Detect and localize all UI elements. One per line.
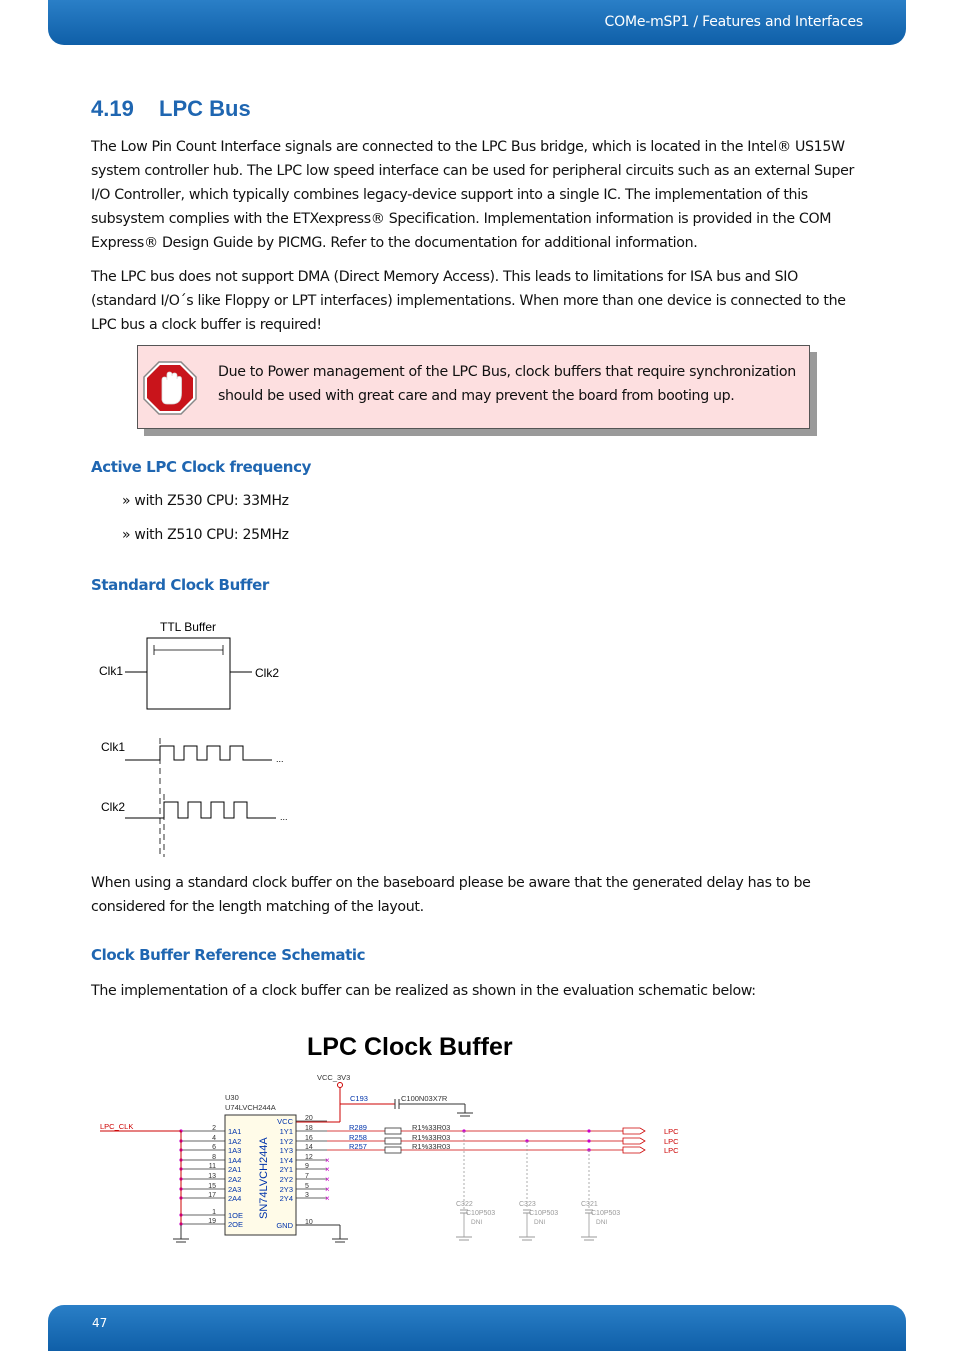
section-title [91, 96, 251, 122]
list-item: » with Z510 CPU: 25MHz [122, 527, 289, 543]
power-label: VCC_3V3 [317, 1073, 351, 1082]
no-connect-mark: × [325, 1165, 330, 1174]
no-connect-mark: × [325, 1194, 330, 1203]
pin-name: 2Y4 [279, 1194, 293, 1203]
clk2-waveform [125, 802, 276, 818]
resistor-ref: R258 [349, 1133, 367, 1142]
buffer-label: TTL Buffer [160, 620, 217, 634]
no-connect-mark: × [325, 1185, 330, 1194]
clock-frequency-heading: Active LPC Clock frequency [91, 458, 311, 476]
page-header [48, 0, 906, 45]
chip-left-pins [179, 1125, 243, 1229]
pin-name: 1Y4 [279, 1156, 293, 1165]
pin-number: 11 [208, 1163, 216, 1170]
delay-paragraph: When using a standard clock buffer on the baseboard please be aware that the generated delay has to be considered for the length matching of the layout. [91, 875, 811, 915]
pin-name: 2OE [228, 1220, 244, 1229]
output-label: Clk2 [255, 666, 280, 680]
pin-name: GND [276, 1221, 293, 1230]
cap-ref: C323 [519, 1201, 536, 1208]
pin-number: 14 [305, 1144, 313, 1151]
no-connect-mark: × [325, 1175, 330, 1184]
pin-name: 2Y2 [279, 1175, 293, 1184]
resistor-symbol [385, 1128, 401, 1134]
pin-name: 1OE [228, 1211, 244, 1220]
pin-number: 2 [212, 1125, 216, 1132]
warning-box [137, 345, 810, 429]
section-number: 4.19 [91, 96, 134, 121]
section-title-text: LPC Bus [159, 96, 251, 121]
input-net-label: LPC_CLK [100, 1122, 134, 1131]
chip-ref: U30 [225, 1093, 239, 1102]
cap-value: C10P503 [591, 1210, 621, 1217]
cap-top-value: C100N03X7R [401, 1094, 448, 1103]
clock-buffer-heading: Standard Clock Buffer [91, 576, 269, 594]
net-junction [587, 1129, 590, 1132]
warning-text: Due to Power management of the LPC Bus, clock buffers that require synchronization should be used with great care and may prevent the board from booting up. [218, 364, 796, 404]
input-label: Clk1 [99, 664, 124, 678]
output-port [623, 1128, 645, 1134]
page-footer [48, 1305, 906, 1351]
resistor-symbol [385, 1138, 401, 1144]
wave2-ellipsis: ... [280, 812, 288, 822]
clk1-waveform [125, 746, 272, 760]
capacitor-group [456, 1131, 620, 1240]
output-port [623, 1138, 645, 1144]
resistor-ref: R257 [349, 1142, 367, 1151]
pin-number: 1 [212, 1209, 216, 1216]
cap-value: C10P503 [529, 1210, 559, 1217]
pin-number: 15 [208, 1183, 216, 1190]
pin-name: 2A1 [228, 1165, 242, 1174]
pin-number: 8 [212, 1154, 216, 1161]
pin-number: 18 [305, 1125, 313, 1132]
pin-name: 2A2 [228, 1175, 242, 1184]
pin-number: 12 [305, 1154, 313, 1161]
schematic-title: LPC Clock Buffer [307, 1033, 513, 1061]
wave1-label: Clk1 [101, 740, 126, 754]
list-item: » with Z530 CPU: 33MHz [122, 493, 289, 509]
chip-label: SN74LVCH244A [258, 1137, 270, 1219]
pin-name: 1Y1 [279, 1127, 293, 1136]
no-connect-mark: × [325, 1156, 330, 1165]
pin-name: 2Y1 [279, 1165, 293, 1174]
cap-top-ref: C193 [350, 1094, 368, 1103]
cap-note: DNI [596, 1219, 608, 1226]
cap-ref: C321 [581, 1201, 598, 1208]
pin-name: 1A3 [228, 1146, 242, 1155]
pin-name: VCC [277, 1117, 293, 1126]
pin-name: 1Y2 [279, 1137, 293, 1146]
pin-number: 9 [305, 1163, 309, 1170]
buffer-box [147, 638, 230, 709]
lpc-clock-buffer-schematic [95, 1025, 685, 1250]
pin-name: 2A3 [228, 1185, 242, 1194]
stop-hand-icon [142, 360, 198, 416]
intro-paragraph: The Low Pin Count Interface signals are connected to the LPC Bus bridge, which is located in the Intel® US15W system controller hub. The LPC low speed interface can be used for peripheral circuits such as an external Super I/O Controller, which typically combines legacy-device support into a single IC. The implementation of this subsystem complies with the ETXexpress® Specification. Implementation information is provided in the COM Express® Design Guide by PICMG. Refer to the documentation for additional information. [91, 139, 854, 251]
pin-name: 1Y3 [279, 1146, 293, 1155]
output-net-label: LPC [664, 1146, 679, 1155]
pin-number: 19 [208, 1218, 216, 1225]
pin-number: 6 [212, 1144, 216, 1151]
wave2-label: Clk2 [101, 800, 126, 814]
pin-number: 16 [305, 1135, 313, 1142]
pin-number: 4 [212, 1135, 216, 1142]
output-port [623, 1147, 645, 1153]
output-net-label: LPC [664, 1127, 679, 1136]
pin-number: 7 [305, 1173, 309, 1180]
pin-number: 17 [208, 1192, 216, 1199]
clock-buffer-diagram [90, 612, 310, 862]
pin-name: 2Y3 [279, 1185, 293, 1194]
schematic-intro-paragraph: The implementation of a clock buffer can be realized as shown in the evaluation schematic below: [91, 983, 756, 999]
resistor-symbol [385, 1147, 401, 1153]
cap-note: DNI [534, 1219, 546, 1226]
schematic-heading: Clock Buffer Reference Schematic [91, 946, 366, 964]
page-number: 47 [92, 1316, 108, 1330]
resistor-group [327, 1123, 679, 1155]
cap-ref: C322 [456, 1201, 473, 1208]
output-net-label: LPC [664, 1137, 679, 1146]
pin-number: 5 [305, 1183, 309, 1190]
net-junction [587, 1139, 590, 1142]
cap-note: DNI [471, 1219, 483, 1226]
pin-number: 10 [305, 1219, 313, 1226]
pin-number: 13 [208, 1173, 216, 1180]
resistor-value: R1%33R03 [412, 1133, 451, 1142]
header-title: COMe-mSP1 / Features and Interfaces [604, 14, 863, 30]
power-symbol [338, 1083, 343, 1088]
pin-number: 3 [305, 1192, 309, 1199]
pin-name: 2A4 [228, 1194, 242, 1203]
cap-value: C10P503 [466, 1210, 496, 1217]
wave1-ellipsis: ... [276, 754, 284, 764]
resistor-ref: R289 [349, 1123, 367, 1132]
dma-paragraph: The LPC bus does not support DMA (Direct Memory Access). This leads to limitations for ISA bus and SIO (standard I/O´s like Floppy or LPT interfaces) implementations. When more than one device is connected to the LPC bus a clock buffer is required! [91, 269, 846, 333]
resistor-value: R1%33R03 [412, 1123, 451, 1132]
pin-number: 20 [305, 1115, 313, 1122]
pin-name: 1A2 [228, 1137, 242, 1146]
pin-name: 1A1 [228, 1127, 242, 1136]
chip-part: U74LVCH244A [225, 1103, 276, 1112]
pin-name: 1A4 [228, 1156, 242, 1165]
resistor-value: R1%33R03 [412, 1142, 451, 1151]
